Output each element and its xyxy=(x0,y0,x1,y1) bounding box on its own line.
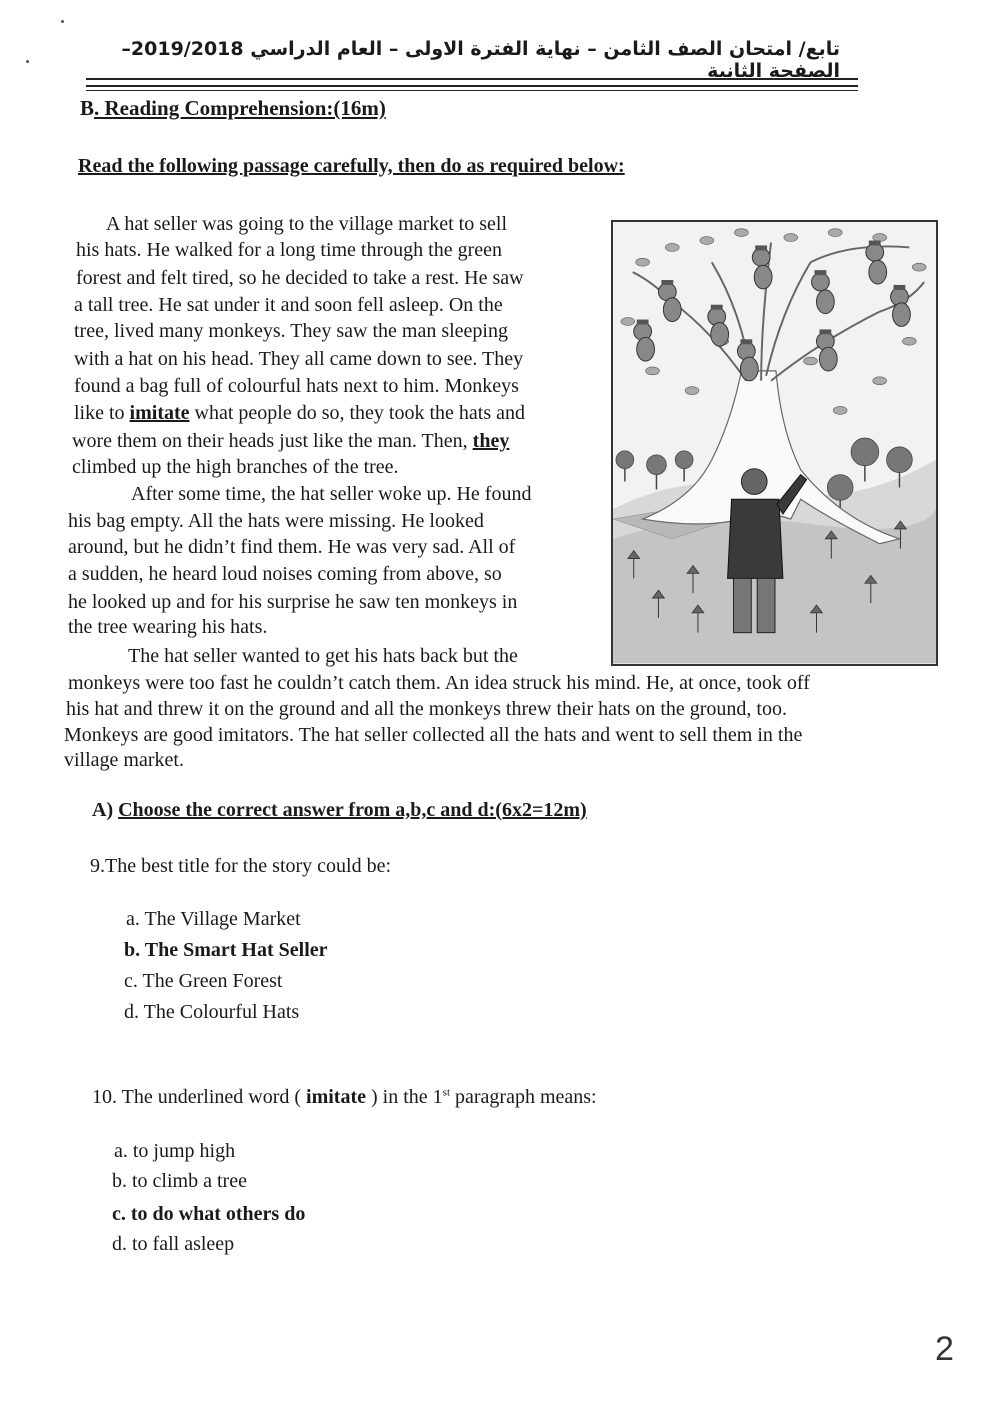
q10-option-c[interactable]: c. to do what others do xyxy=(112,1203,306,1225)
story-illustration xyxy=(611,220,938,666)
passage-line: found a bag full of colourful hats next to him. Monkeys xyxy=(74,375,519,397)
passage-line: A hat seller was going to the village market to sell xyxy=(106,213,508,235)
ordinal-suffix: st xyxy=(442,1086,451,1099)
passage-line: climbed up the high branches of the tree. xyxy=(72,456,399,478)
passage-line: with a hat on his head. They all came down to see. They xyxy=(74,348,524,370)
scan-speck xyxy=(26,60,29,63)
passage-text: wore them on their heads just like the man. Then, xyxy=(72,430,473,452)
question-9: 9.The best title for the story could be: xyxy=(90,855,392,877)
passage-line xyxy=(72,428,509,454)
passage-line: Monkeys are good imitators. The hat seller collected all the hats and went to sell them in the xyxy=(64,724,803,746)
passage-line: The hat seller wanted to get his hats back but the xyxy=(128,645,518,667)
section-prefix: B xyxy=(80,96,95,120)
passage-line: monkeys were too fast he couldn’t catch them. An idea struck his mind. He, at once, took off xyxy=(68,672,810,694)
passage-line: forest and felt tired, so he decided to take a rest. He saw xyxy=(76,267,524,289)
passage-line: village market. xyxy=(64,749,184,771)
exam-header: تابع/ امتحان الصف الثامن – نهاية الفترة الاولى – العام الدراسي 2019/2018– الصفحة الثانية xyxy=(121,38,840,82)
passage-line: a tall tree. He sat under it and soon fell asleep. On the xyxy=(74,294,503,316)
section-title xyxy=(80,96,386,121)
header-rule xyxy=(86,85,858,87)
underlined-word-they: they xyxy=(472,430,510,452)
q10-option-b[interactable]: b. to climb a tree xyxy=(112,1170,247,1192)
question-10 xyxy=(92,1086,597,1109)
header-rule xyxy=(86,78,858,80)
passage-text: what people do so, they took the hats and xyxy=(189,402,526,424)
question-text: 10. The underlined word ( xyxy=(92,1086,307,1108)
question-keyword: imitate xyxy=(306,1086,367,1108)
passage-line: After some time, the hat seller woke up. He found xyxy=(131,483,532,505)
passage-line: his hats. He walked for a long time through the green xyxy=(76,239,502,261)
passage-line: a sudden, he heard loud noises coming from above, so xyxy=(68,563,502,585)
q10-option-d[interactable]: d. to fall asleep xyxy=(112,1233,235,1255)
questions-title: Choose the correct answer from a,b,c and d:(6x2=12m) xyxy=(118,799,587,821)
header-rule xyxy=(86,90,858,91)
passage-line: around, but he didn’t find them. He was very sad. All of xyxy=(68,536,516,558)
passage-line: his hat and threw it on the ground and all the monkeys threw their hats on the ground, too. xyxy=(66,698,787,720)
question-text: ) in the 1 xyxy=(366,1086,443,1108)
questions-header xyxy=(92,799,587,822)
instruction: Read the following passage carefully, then do as required below: xyxy=(78,155,625,177)
passage-line: he looked up and for his surprise he saw ten monkeys in xyxy=(68,591,518,613)
passage-line xyxy=(74,400,525,426)
scan-speck xyxy=(61,20,64,23)
q10-option-a[interactable]: a. to jump high xyxy=(114,1140,236,1162)
q9-option-d[interactable]: d. The Colourful Hats xyxy=(124,1001,300,1023)
passage-line: his bag empty. All the hats were missing. He looked xyxy=(68,510,484,532)
q9-option-a[interactable]: a. The Village Market xyxy=(126,908,301,930)
monkeys-tree-drawing xyxy=(613,222,936,664)
questions-prefix: A) xyxy=(92,799,119,821)
page-number: 2 xyxy=(935,1330,954,1368)
passage-text: like to xyxy=(74,402,130,424)
q9-option-c[interactable]: c. The Green Forest xyxy=(124,970,283,992)
passage-line: tree, lived many monkeys. They saw the man sleeping xyxy=(74,320,508,342)
passage-line: the tree wearing his hats. xyxy=(68,616,268,638)
q9-option-b[interactable]: b. The Smart Hat Seller xyxy=(124,939,328,961)
question-text: paragraph means: xyxy=(450,1086,597,1108)
section-label: . Reading Comprehension:(16m) xyxy=(94,96,386,120)
underlined-word-imitate: imitate xyxy=(129,402,190,424)
